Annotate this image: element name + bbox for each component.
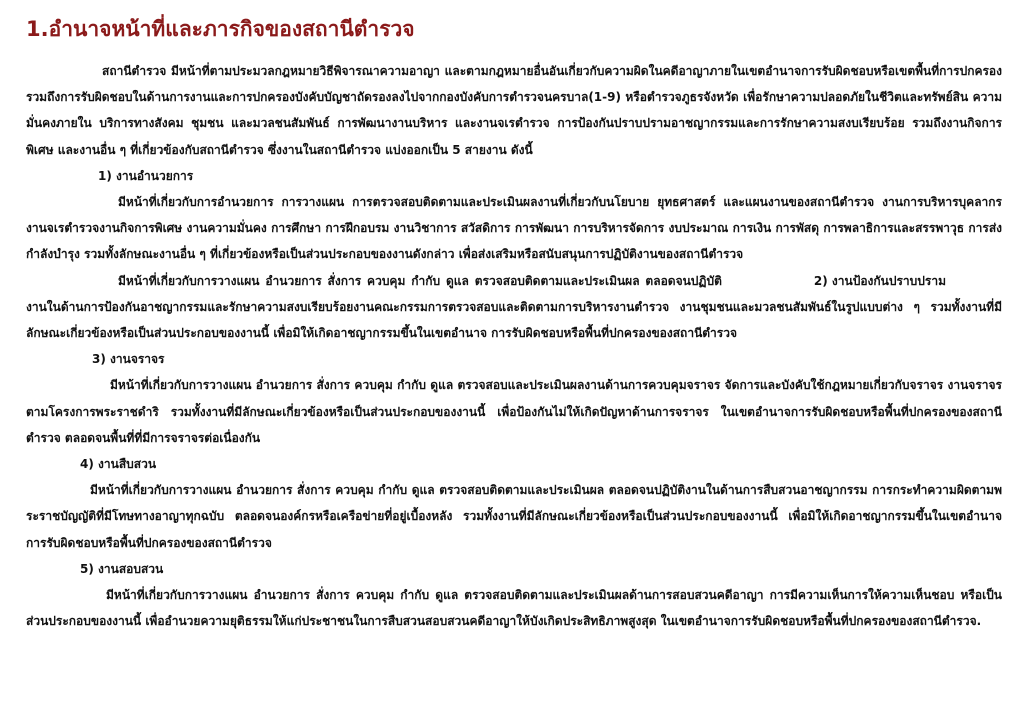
section-heading-3: 3) งานจราจร xyxy=(92,352,165,367)
intro-paragraph: สถานีตำรวจ มีหน้าที่ตามประมวลกฎหมายวิธีพิจารณาความอาญา และตามกฎหมายอื่นอันเกี่ยวกับความผิดในคดีอาญาภายในเขตอำนาจการรับผิดชอบหรือเขตพื้นที่การปกครอง รวมถึงการรับผิดชอบในด้านการงานและการปกครองบังคับบัญชาถัดรองลงไปจากกองบังคับการตำรวจนครบาล(1-9) หรือตำรวจภูธรจังหวัด เพื่อรักษาความปลอดภัยในชีวิตและทรัพย์สิน ความมั่นคงภายใน บริการทางสังคม ชุมชน และมวลชนสัมพันธ์ การพัฒนางานบริหาร และงานจเรตำรวจ การป้องกันปราบปรามอาชญากรรมและการรักษาความสงบเรียบร้อย รวมถึงงานกิจการพิเศษ และงานอื่น ๆ ที่เกี่ยวข้องกับสถานีตำรวจ ซึ่งงานในสถานีตำรวจ แบ่งออกเป็น 5 สายงาน ดังนี้ xyxy=(26,64,1003,157)
document-body xyxy=(26,58,1002,634)
section-paragraph-5: มีหน้าที่เกี่ยวกับการวางแผน อำนวยการ สั่งการ ควบคุม กำกับ ดูแล ตรวจสอบติดตามและประเมินผลด้านการสอบสวนคดีอาญา การมีความเห็นการให้ความเห็นชอบ หรือเป็นส่วนประกอบของงานนี้ เพื่ออำนวยความยุติธรรมให้แก่ประชาชนในการสืบสวนสอบสวนคดีอาญาให้บังเกิดประสิทธิภาพสูงสุด ในเขตอำนาจการรับผิดชอบหรือพื้นที่ปกครองของสถานีตำรวจ. xyxy=(26,588,1002,629)
section-paragraph-3: มีหน้าที่เกี่ยวกับการวางแผน อำนวยการ สั่งการ ควบคุม กำกับ ดูแล ตรวจสอบและประเมินผลงานด้านการควบคุมจราจร จัดการและบังคับใช้กฎหมายเกี่ยวกับจราจร งานจราจรตามโครงการพระราชดำริ รวมทั้งงานที่มีลักษณะเกี่ยวข้องหรือเป็นส่วนประกอบของงานนี้ เพื่อป้องกันไม่ให้เกิดปัญหาด้านการจราจร ในเขตอำนาจการรับผิดชอบหรือพื้นที่ปกครองของสถานีตำรวจ ตลอดจนพื้นที่ที่มีการจราจรต่อเนื่องกัน xyxy=(26,378,1002,445)
page-title: 1.อำนาจหน้าที่และภารกิจของสถานีตำรวจ xyxy=(26,17,415,41)
section-heading-5: 5) งานสอบสวน xyxy=(80,561,164,576)
section-heading-4: 4) งานสืบสวน xyxy=(80,457,157,472)
section-paragraph-4: มีหน้าที่เกี่ยวกับการวางแผน อำนวยการ สั่งการ ควบคุม กำกับ ดูแล ตรวจสอบติดตามและประเมินผล ตลอดจนปฏิบัติงานในด้านการสืบสวนอาชญากรรม การกระทำความผิดตามพระราชบัญญัติที่มีโทษทางอาญาทุกฉบับ ตลอดจนองค์กรหรือเครือข่ายที่อยู่เบื้องหลัง รวมทั้งงานที่มีลักษณะเกี่ยวข้องหรือเป็นส่วนประกอบของงานนี้ เพื่อมิให้เกิดอาชญากรรมขึ้นในเขตอำนาจการรับผิดชอบหรือพื้นที่ปกครองของสถานีตำรวจ xyxy=(26,483,1002,550)
section-heading-2: 2) งานป้องกันปราบปราม xyxy=(813,273,946,288)
section-paragraph-2: มีหน้าที่เกี่ยวกับการวางแผน อำนวยการ สั่งการ ควบคุม กำกับ ดูแล ตรวจสอบติดตามและประเมินผล ตลอดจนปฏิบัติงานในด้านการป้องกันอาชญากรรมและรักษาความสงบเรียบร้อยงานคณะกรรมการตรวจสอบและติดตามการบริหารงานตำรวจ งานชุมชนและมวลชนสัมพันธ์ในรูปแบบต่าง ๆ รวมทั้งงานที่มีลักษณะเกี่ยวข้องหรือเป็นส่วนประกอบของงานนี้ เพื่อมิให้เกิดอาชญากรรมขึ้นในเขตอำนาจ การรับผิดชอบหรือพื้นที่ปกครองของสถานีตำรวจ xyxy=(26,273,1002,341)
section-paragraph-1 xyxy=(26,189,1002,288)
section-heading-1: 1) งานอำนวยการ xyxy=(98,168,194,183)
section-text-1: มีหน้าที่เกี่ยวกับการอำนวยการ การวางแผน การตรวจสอบติดตามและประเมินผลงานที่เกี่ยวกับนโยบาย ยุทธศาสตร์ และแผนงานของสถานีตำรวจ งานการบริหารบุคลากร งานจเรตำรวจงานกิจการพิเศษ งานความมั่นคง การศึกษา การฝึกอบรม งานวิชาการ สวัสดิการ การพัฒนา การบริหารจัดการ งบประมาณ การเงิน การพัสดุ การพลาธิการและสรรพาวุธ การส่งกำลังบำรุง รวมทั้งลักษณะงานอื่น ๆ ที่เกี่ยวข้องหรือเป็นส่วนประกอบของงานดังกล่าว เพื่อส่งเสริมหรือสนับสนุนการปฏิบัติงานของสถานีตำรวจ xyxy=(26,195,1002,262)
